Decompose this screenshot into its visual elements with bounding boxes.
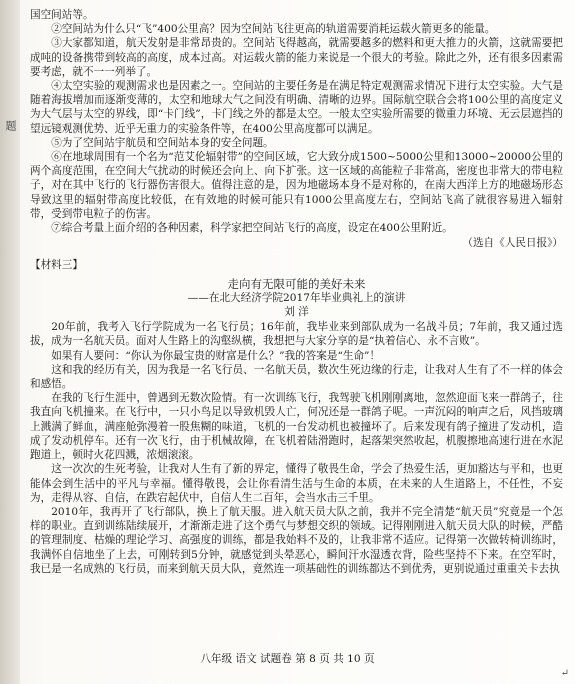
source-citation: （选自《人民日报》） — [462, 237, 563, 250]
essay-subtitle: ——在北大经济学院2017年毕业典礼上的演讲 — [187, 291, 406, 304]
paragraph: ⑤为了空间站宇航员和空间站本身的安全问题。 — [51, 136, 274, 149]
paragraph: ⑦综合考量上面介绍的各种因素，科学家把空间站飞行的高度，设定在400公里附近。 — [51, 222, 453, 235]
essay-paragraph: 20年前，我考入飞行学院成为一名飞行员；16年前，我毕业来到部队成为一名战斗员；7年前，我又通过选拔，成为一名航天员。面对人生路上的沟壑纵横，我想把与大家分享的是“执着信心、永不言败”。 — [30, 321, 563, 348]
page-footer: 八年级 语文 试题卷 第 8 页 共 10 页 — [200, 653, 375, 665]
paragraph-mark: ↵ — [560, 668, 569, 679]
paragraph: ②空间站为什么只“飞”400公里高？因为空间站飞往更高的轨道需要消耗运载火箭更多的能量。 — [51, 23, 496, 36]
paragraph: ⑥在地球周围有一个名为“范艾伦辐射带”的空间区域，它大致分成1500~5000公里和13000~20000公里的两个高度范围，在空间大气扰动的时候还会向上、向下扩张。这一区域的高能粒子非常高，密度也非常大的带电粒子，对在其中飞行的飞行器伤害很大。值得注意的是，因为地磁场本身不是对称的，在南大西洋上方的地磁场形态导致这里的辐射带高度比较低，在有效地的时候可能只有1000公里高度左右，空间站飞高了就很容易进入辐射带，受到带电粒子的伤害。 — [30, 151, 563, 220]
material-label: 【材料三】 — [30, 259, 83, 272]
essay-paragraph: 这和我的经历有关，因为我是一名飞行员、一名航天员，数次生死边缘的行走，让我对人生有了不一样的体会和感悟。 — [30, 363, 563, 391]
essay-title: 走向有无限可能的美好未来 — [227, 276, 366, 291]
page-content — [30, 8, 563, 576]
book-spine — [0, 0, 20, 684]
essay-paragraph: 2010年，我再开了飞行部队，换上了航天服。进入航天员大队之前，我并不完全清楚“航天员”究竟是一个怎样的职业。直到训练陆续展开，才渐渐走进了这个勇气与梦想交织的领域。记得刚刚进入航天员大队的时候，严酷的管理制度、枯燥的理论学习、高强度的训练，都是我始料不及的，让我非常不适应。记得第一次做转椅训练时，我满怀自信地坐了上去，可刚转到5分钟，就感觉到头晕恶心，瞬间汗水湿透衣背，险些坚持不下来。在空军时，我已是一名成熟的飞行员，而来到航天员大队，竟然连一项基础性的训练都达不到优秀，更别说通过重重关卡去执 — [30, 505, 563, 575]
essay-paragraph: 如果有人要问：“你认为你最宝贵的财富是什么？”我的答案是“生命”！ — [51, 349, 381, 362]
paragraph: ④太空实验的观测需求也是因素之一。空间站的主要任务是在满足特定观测需求情况下进行太空实验。大气是随着海拔增加而逐渐变薄的，太空和地球大气之间没有明确、清晰的边界。国际航空联合会将100公里的高度定义为大气层与太空的界线，即“卡门线”，卡门线之外的都是太空。一般太空实验所需要的微重力环境、无云层遮挡的望远镜观测优势、近乎无重力的实验条件等，在400公里高度都可以满足。 — [30, 80, 563, 135]
paragraph: 国空间站等。 — [30, 9, 94, 21]
essay-paragraph: 这一次次的生死考验，让我对人生有了新的界定，懂得了敬畏生命，学会了热爱生活，更加豁达与平和，也更能体会到生活中的平凡与幸福。懂得敬畏，会让你看清生活与生命的本质，在未来的人生道路上，不任性，不妄为，走得从容、自信，在跌宕起伏中，自信人生二百年，会当水击三千里。 — [30, 463, 563, 504]
paragraph: ③大家都知道，航天发射是非常昂贵的。空间站飞得越高，就需要越多的燃料和更大推力的火箭，这就需要把成吨的设备携带到较高的高度，成本过高。对运载火箭的能力来说是一个很大的考验。除此之外，还有很多因素需要考虑，就不一一列举了。 — [30, 37, 563, 78]
spine-text: 题 — [4, 120, 17, 132]
essay-paragraph: 在我的飞行生涯中，曾遇到无数次险情。有一次训练飞行，我驾驶飞机刚刚离地，忽然迎面飞来一群鸽子，往我直向飞机撞来。在飞行中，一只小鸟足以导致机毁人亡，何况还是一群鸽子呢。一声沉闷的响声之后，风挡玻璃上溅满了鲜血，满座舱弥漫着一股焦糊的味道，飞机的一台发动机也被撞坏了。后来发现有鸽子撞进了发动机，造成了发动机停车。还有一次飞行，由于机械故障，在飞机着陆滑跑时，起落架突然收起，机腹擦地高速行进在水泥跑道上，顿时火花四溅，浓烟滚滚。 — [30, 392, 563, 462]
essay-author: 刘 洋 — [284, 306, 309, 319]
